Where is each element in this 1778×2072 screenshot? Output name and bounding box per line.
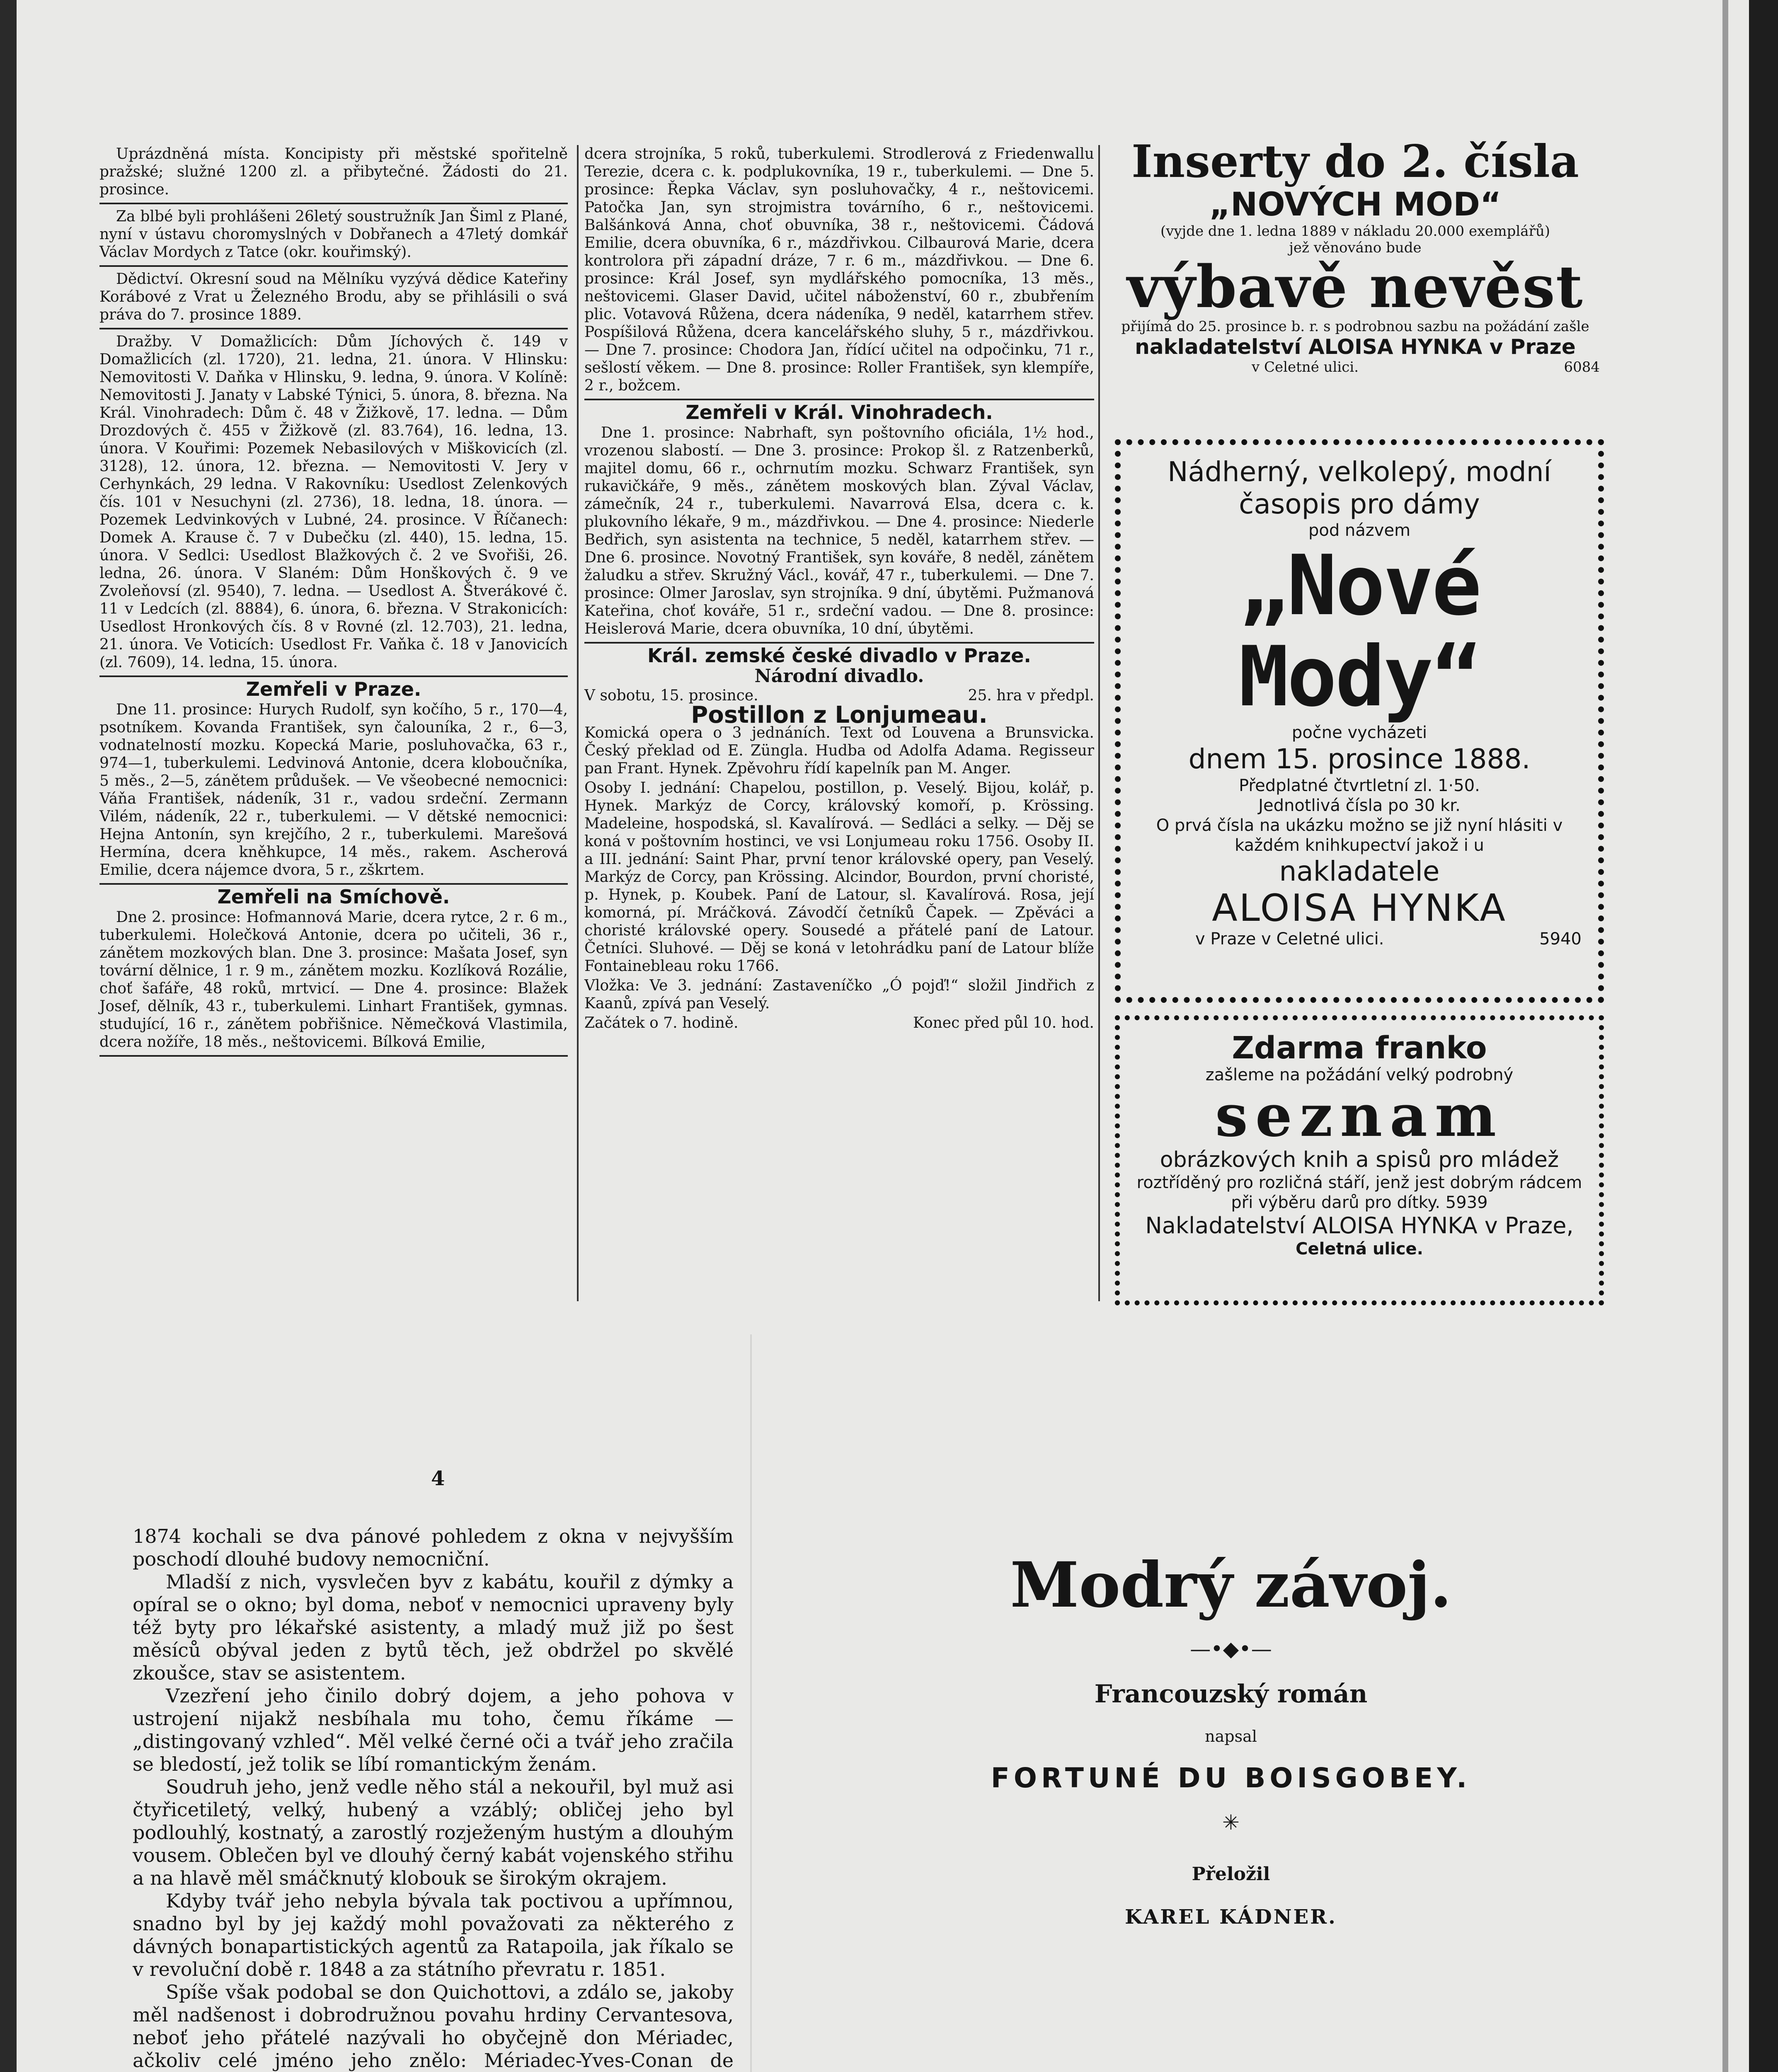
advert-magazine-for-ladies: časopis pro dámy xyxy=(1239,488,1480,520)
heading-deaths-smichov: Zemřeli na Smíchově. xyxy=(217,886,450,908)
novel-text xyxy=(133,1525,734,2072)
novel-paragraph: 1874 kochali se dva pánové pohledem z okna v nejvyšším poschodí dlouhé budovy nemocniční. xyxy=(133,1525,734,1570)
book-translated-by: Přeložil xyxy=(1192,1864,1270,1885)
advert-begins: počne vycházeti xyxy=(1291,723,1427,742)
performance-times-row xyxy=(584,1014,1094,1032)
column-notices xyxy=(99,145,568,1060)
advert-subscription-price: Předplatné čtvrtletní zl. 1·50. xyxy=(1239,776,1480,795)
book-translator: KAREL KÁDNER. xyxy=(1125,1905,1337,1929)
deaths-prague-text: Dne 11. prosince: Hurych Rudolf, syn kočího, 5 r., 170—4, psotníkem. Kovanda František, syn čalouníka, 2 r., 6—3, vodnatelností mozku. Kopecká Marie, posluhovačka, 63 r., 974—1, tuberkulemi. Ledvinová Antonie, dcera kloboučníka, 5 měs., 2—5, zánětem průdušek. — Ve všeobecné nemocnici: Váňa František, nádeník, 31 r., vadou srdeční. Zermann Vilém, nádeník, 22 r., tuberkulemi. — V dětské nemocnici: Hejna Antonín, syn krejčího, 2 r., tuberkulemi. Marešová Hermína, dcera kněhkupce, 14 měs., rakem. Ascherová Emilie, dcera nájemce dvora, 5 r., zškrtem. xyxy=(99,701,568,879)
deaths-smichov-text: Dne 2. prosince: Hofmannová Marie, dcera rytce, 2 r. 6 m., tuberkulemi. Holečková Antonie, dcera po učiteli, 36 r., zánětem mozkových blan. Dne 3. prosince: Mašata Josef, syn tovární dělnice, 1 r. 9 m., zánětem mozku. Kozlíková Rozálie, choť šafáře, 48 roků, mrtvicí. — Dne 4. prosince: Blažek Josef, dělník, 43 r., tuberkulemi. Linhart František, gymnas. studující, 16 r., zánětem pobřišnice. Němečková Vlastimila, dcera nožíře, 18 měs., neštovicemi. Bílková Emilie, xyxy=(99,909,568,1051)
start-time: Začátek o 7. hodině. xyxy=(584,1014,739,1031)
advert-nove-mody-box xyxy=(1115,439,1604,1003)
divider xyxy=(584,642,1094,644)
advert-number: 6084 xyxy=(1564,359,1600,375)
advert-free-postage: Zdarma franko xyxy=(1232,1030,1487,1066)
advert-publisher-name: ALOISA HYNKA xyxy=(1212,886,1507,930)
advert-address: v Praze v Celetné ulici. xyxy=(1195,929,1384,949)
left-scan-edge xyxy=(0,0,17,2072)
novel-paragraph: Spíše však podobal se don Quichottovi, a zdálo se, jakoby měl nadšenost i dobrodružnou povahu hrdiny Cervantesova, neboť jeho přátelé nazývali ho obyčejně don Mériadec, ačkoliv celé jméno jeho znělo: Mériadec-Yves-Conan de xyxy=(133,1981,734,2072)
divider xyxy=(584,399,1094,400)
end-time: Konec před půl 10. hod. xyxy=(913,1014,1094,1031)
advert-bridal-trousseau: výbavě nevěst xyxy=(1127,253,1584,321)
column-deaths-theatre xyxy=(584,145,1094,1032)
column-rule xyxy=(577,145,579,1301)
novel-paragraph: Kdyby tvář jeho nebyla bývala tak poctivou a upřímnou, snadno byl by jej každý mohl považovati za některého z dávných bonapartistických agentů za Ratapoila, jak říkalo se v revoluční době r. 1848 a za státního převratu r. 1851. xyxy=(133,1890,734,1980)
page-number: 4 xyxy=(431,1467,445,1490)
divider xyxy=(99,203,568,204)
right-scan-strip xyxy=(1722,0,1728,2072)
heading-deaths-vinohrady: Zemřeli v Král. Vinohradech. xyxy=(686,401,993,424)
advert-nove-mody-title: „Nové Mody“ xyxy=(1238,537,1480,725)
book-written-by: napsal xyxy=(1205,1727,1257,1745)
advert-catalogue-box xyxy=(1115,1015,1604,1305)
novel-paragraph: Mladší z nich, vysvlečen byv z kabátu, kouřil z dýmky a opíral se o okno; byl doma, neboť v nemocnici upraveny byly též byty pro lékařské asistenty, a mladý muž již po šest měsíců obýval jeden z bytů těch, jež obdržel po skvělé zkoušce, stav se asistentem. xyxy=(133,1571,734,1684)
opera-insert: Vložka: Ve 3. jednání: Zastaveníčko „Ó pojď!“ složil Jindřich z Kaanů, zpívá pan Veselý. xyxy=(584,977,1094,1012)
advert-sorted: roztříděný pro rozličná stáří, jenž jest dobrým rádcem při výběru darů pro dítky. 5939 xyxy=(1136,1173,1582,1212)
subscription-number: 25. hra v předpl. xyxy=(968,687,1094,704)
advert-dedicated: jež věnováno bude xyxy=(1289,240,1422,256)
opera-title: Postillon z Lonjumeau. xyxy=(691,702,988,729)
divider xyxy=(99,675,568,677)
advert-number: 5940 xyxy=(1539,929,1582,949)
right-scan-edge xyxy=(1749,0,1778,2072)
advert-inserts xyxy=(1102,137,1608,375)
advert-address-row xyxy=(1137,929,1582,949)
ornament-icon: —•◆•— xyxy=(1190,1637,1272,1661)
divider xyxy=(99,265,568,267)
advert-issue-info: (vyjde dne 1. ledna 1889 v nákladu 20.000 exemplářů) xyxy=(1160,223,1550,240)
advert-under-name: pod názvem xyxy=(1308,521,1411,540)
opera-cast: Osoby I. jednání: Chapelou, postillon, p. Veselý. Bijou, kolář, p. Hynek. Markýz de Corcy, královský komoří, p. Krössing. Madeleine, hospodská, sl. Kavalírová. — Sedláci a selky. — Děj se koná v poštovním hostinci, ve vsi Lonjumeau roku 1756. Osoby II. a III. jednání: Saint Phar, první tenor královské opery, pan Veselý. Markýz de Corcy, pan Krössing. Alcindor, Bourdon, první choristé, p. Hynek, p. Koubek. Paní de Latour, sl. Kavalírová. Rosa, její komorná, pí. Mráčková. Závodčí četníků Čapek. — Zpěváci a choristé královské opery. Sousedé a přátelé paní de Latour. Četníci. Sluhové. — Děj se koná v letohrádku paní de Latour blíže Fontainebleau roku 1766. xyxy=(584,779,1094,975)
advert-accepts: přijímá do 25. prosince b. r. s podrobnou sazbu na požádání zašle xyxy=(1121,318,1589,335)
deaths-continued-text: dcera strojníka, 5 roků, tuberkulemi. Strodlerová z Friedenwallu Terezie, dcera c. k. podplukovníka, 19 r., tuberkulemi. — Dne 5. prosince: Řepka Václav, syn posluhovačky, 4 r., neštovicemi. Patočka Jan, syn strojmistra továrního, 6 r., neštovicemi. Balšánková Anna, choť obuvníka, 38 r., neštovicemi. Čádová Emilie, dcera obuvníka, 6 r., mázdřivkou. Cilbaurová Marie, dcera kontrolora při západní dráze, 7 r. 6 m., mázdřivkou. — Dne 6. prosince: Král Josef, syn mydlářského pomocníka, 13 měs., neštovicemi. Glaser David, učitel náboženství, 60 r., zbubřením plic. Votavová Růžena, dcera nádeníka, 9 neděl, katarrhem střev. Pospíšilová Růžena, dcera kancelářského sluhy, 5 r., mázdřivkou. — Dne 7. prosince: Chodora Jan, řídící učitel na odpočinku, 71 r., sešlostí věkem. — Dne 8. prosince: Roller František, syn klempíře, 2 r., božcem. xyxy=(584,145,1094,394)
advert-start-date: dnem 15. prosince 1888. xyxy=(1188,743,1531,775)
advert-publisher-label: nakladatele xyxy=(1279,855,1440,887)
advert-publisher-name: Nakladatelství ALOISA HYNKA v Praze, xyxy=(1145,1213,1574,1239)
divider xyxy=(99,1055,568,1057)
heading-deaths-prague: Zemřeli v Praze. xyxy=(246,678,421,700)
advert-address: Celetná ulice. xyxy=(1296,1239,1423,1259)
divider xyxy=(99,328,568,329)
deaths-vinohrady-text: Dne 1. prosince: Nabrhaft, syn poštovního oficiála, 1½ hod., vrozenou slabostí. — Dne 3. prosince: Prokop šl. z Ratzenberků, majitel domu, 66 r., ochrnutím mozku. Schwarz František, syn rukavičkáře, 9 měs., zánětem moskových blan. Zýval Václav, zámečník, 24 r., tuberkulemi. Navarrová Elsa, dcera c. k. plukovního lékaře, 9 m., mázdřivkou. — Dne 4. prosince: Niederle Bedřich, syn asistenta na technice, 5 neděl, katarrhem střev. — Dne 6. prosince. Novotný František, syn kováře, 8 neděl, zánětem žaludku a střev. Skružný Václ., kovář, 47 r., tuberkulemi. — Dne 7. prosince: Olmer Jaroslav, syn strojníka. 9 dní, úbytěmi. Pužmanová Kateřina, choť kováře, 51 r., srdeční vadou. — Dne 8. prosince: Heislerová Marie, dcera obuvníka, 10 dní, úbytěmi. xyxy=(584,424,1094,637)
notice-insanity: Za blbé byli prohlášeni 26letý soustružník Jan Šiml z Plané, nyní v ústavu choromyslných v Dobřanech a 47letý domkář Václav Mordych z Tatce (okr. kouřimský). xyxy=(99,208,568,261)
advert-picture-books: obrázkových knih a spisů pro mládež xyxy=(1160,1147,1559,1172)
advert-address-row xyxy=(1102,359,1608,375)
asterisk-ornament-icon: ✳ xyxy=(1222,1811,1240,1835)
title-page xyxy=(870,1550,1591,1929)
notice-auctions: Dražby. V Domažlicích: Dům Jíchových č. 149 v Domažlicích (zl. 1720), 21. ledna, 21. února. V Hlinsku: Nemovitosti V. Daňka v Hlinsku, 9. ledna, 9. února. V Kolíně: Nemovitosti J. Janaty v Labské Týnici, 5. února, 8. března. Na Král. Vinohradech: Dům č. 48 v Žižkově, 17. ledna. — Dům Drozdových č. 455 v Žižkově (zl. 83.764), 16. ledna, 13. února. V Kouřimi: Pozemek Nebasilových v Miškovicích (zl. 3128), 12. února, 12. března. — Nemovitosti V. Jery v Cerhynkách, 29 ledna. V Rakovníku: Usedlost Zelenkových čís. 101 v Nesuchyni (zl. 2736), 18. ledna, 18. února. — Pozemek Ledvinkových v Lubné, 24. prosince. V Říčanech: Domek A. Krause č. 7 v Dubečku (zl. 440), 15. ledna, 15. února. V Sedlci: Usedlost Blažkových č. 2 ve Svořiši, 26. ledna, 26. února. V Slaném: Dům Honškových č. 9 ve Zvoleňovsí (zl. 9540), 7. ledna. — Usedlost A. Štverákové č. 11 v Ledcích (zl. 8884), 6. února, 6. března. V Strakonicích: Usedlost Hronkových čís. 8 v Rovné (zl. 12.703), 21. ledna, 21. února. Ve Voticích: Usedlost Fr. Vaňka č. 18 v Janovicích (zl. 7609), 14. ledna, 15. února. xyxy=(99,333,568,671)
book-title: Modrý závoj. xyxy=(1010,1549,1452,1622)
advert-single-price: Jednotlivá čísla po 30 kr. xyxy=(1258,796,1461,815)
column-rule xyxy=(1098,145,1100,1301)
book-subtitle: Francouzský román xyxy=(1094,1680,1368,1709)
heading-theatre: Král. zemské české divadlo v Praze. xyxy=(647,644,1031,667)
advert-sample-issues: O prvá čísla na ukázku možno se již nyní hlásiti v každém knihkupectví jakož i u xyxy=(1156,816,1563,855)
advert-address: v Celetné ulici. xyxy=(1252,359,1359,375)
book-author: FORTUNÉ DU BOISGOBEY. xyxy=(991,1762,1471,1794)
opera-credits: Komická opera o 3 jednáních. Text od Louvena a Brunsvicka. Český překlad od E. Züngla. Hudba od Adolfa Adama. Regisseur pan Frant. Hynek. Zpěvohru řídí kapelník pan M. Anger. xyxy=(584,724,1094,777)
advert-inserts-headline: Inserty do 2. čísla xyxy=(1131,136,1579,188)
advert-catalogue-word: seznam xyxy=(1215,1082,1504,1150)
novel-paragraph: Soudruh jeho, jenž vedle něho stál a nekouřil, byl muž asi čtyřicetiletý, velký, hubený a vzáblý; obličej jeho byl podlouhlý, kostnatý, a zarostlý rozježeným hustým a dlouhým vousem. Oblečen byl ve dlouhý černý kabát vojenského střihu a na hlavě měl smáčknutý klobouk se širokým okrajem. xyxy=(133,1776,734,1889)
notice-inheritance: Dědictví. Okresní soud na Mělníku vyzývá dědice Kateřiny Korábové z Vrat u Železného Brodu, aby se přihlásili o svá práva do 7. prosince 1889. xyxy=(99,271,568,323)
advert-magnificent: Nádherný, velkolepý, modní xyxy=(1168,456,1551,488)
divider xyxy=(99,883,568,885)
page-fold xyxy=(750,1334,752,2072)
advert-on-request: zašleme na požádání velký podrobný xyxy=(1205,1065,1514,1084)
novel-paragraph: Vzezření jeho činilo dobrý dojem, a jeho pohova v ustrojení nijakž nesbíhala mu toho, čemu říkáme — „distingovaný vzhled“. Měl velké černé oči a tvář jeho zračila se bledostí, jež tolik se líbí romantickým ženám. xyxy=(133,1685,734,1775)
notice-vacancies: Uprázdněná místa. Koncipisty při městské spořitelně pražské; služné 1200 zl. a přibytečné. Žádosti do 21. prosince. xyxy=(99,145,568,198)
advert-publisher: nakladatelství ALOISA HYNKA v Praze xyxy=(1135,335,1576,359)
advert-magazine-name: „NOVÝCH MOD“ xyxy=(1209,186,1502,223)
heading-national-theatre: Národní divadlo. xyxy=(754,666,924,687)
performance-date: V sobotu, 15. prosince. xyxy=(584,687,758,704)
